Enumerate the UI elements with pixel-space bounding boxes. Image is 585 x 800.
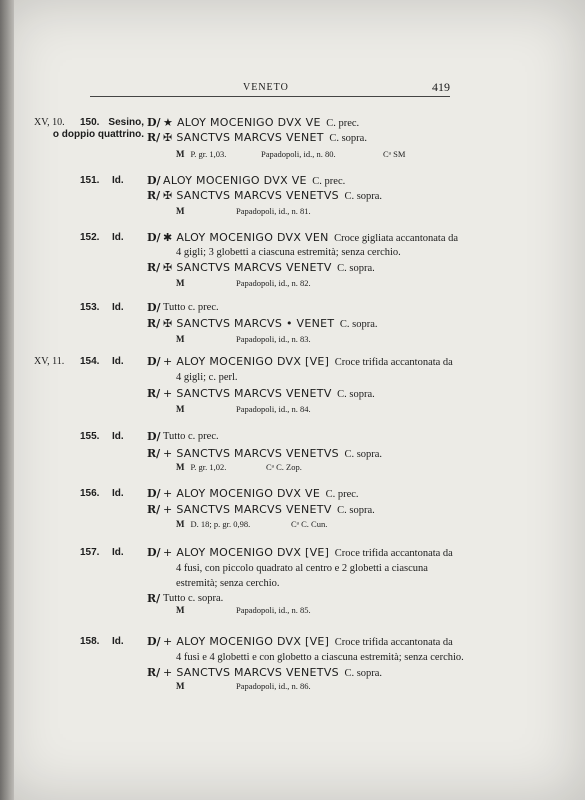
denomination: Sesino, o doppio quattrino. (52, 117, 144, 140)
obverse-legend: ★ ALOY MOCENIGO DVX VE C. prec. (163, 116, 360, 129)
catalogue-number: 153. (80, 302, 100, 313)
catalogue-number: 150. (80, 117, 100, 128)
denomination: Id. (112, 636, 124, 647)
obverse-legend: Tutto c. prec. (163, 431, 219, 442)
denomination: Id. (112, 547, 124, 558)
obverse-mark: D/ (147, 635, 161, 648)
reverse-legend: ✠ SANCTVS MARCVS VENETVS C. sopra. (163, 189, 383, 202)
reverse-legend: ✠ SANCTVS MARCVS • VENET C. sopra. (163, 317, 378, 330)
denomination: Id. (112, 431, 124, 442)
reverse-mark: R/ (147, 131, 161, 144)
specimen-line: M Papadopoli, id., n. 82. (176, 278, 311, 288)
catalogue-number: 158. (80, 636, 100, 647)
reverse-mark: R/ (147, 592, 161, 605)
specimen-line: M Papadopoli, id., n. 83. (176, 334, 311, 344)
page-number: 419 (432, 80, 450, 94)
reverse-mark: R/ (147, 666, 161, 679)
reverse-legend: + SANCTVS MARCVS VENETVS C. sopra. (163, 666, 383, 679)
reverse-mark: R/ (147, 317, 161, 330)
specimen-line: M Papadopoli, id., n. 85. (176, 605, 311, 615)
header-rule (90, 96, 450, 97)
denomination: Id. (112, 175, 124, 186)
reverse-mark: R/ (147, 261, 161, 274)
denomination: Id. (112, 302, 124, 313)
obverse-mark: D/ (147, 546, 161, 559)
obverse-legend: Tutto c. prec. (163, 302, 219, 313)
specimen-line: M P. gr. 1,03. Papadopoli, id., n. 80. Cᵃ SM (176, 149, 406, 159)
plate-reference: XV, 10. (34, 117, 65, 128)
obverse-description: estremità; senza cerchio. (176, 578, 280, 589)
obverse-mark: D/ (147, 231, 161, 244)
catalogue-number: 155. (80, 431, 100, 442)
obverse-legend: ALOY MOCENIGO DVX VE C. prec. (163, 174, 346, 187)
obverse-mark: D/ (147, 487, 161, 500)
reverse-legend: + SANCTVS MARCVS VENETVS C. sopra. (163, 447, 383, 460)
obverse-mark: D/ (147, 430, 161, 443)
catalogue-number: 152. (80, 232, 100, 243)
denomination: Id. (112, 356, 124, 367)
obverse-legend: + ALOY MOCENIGO DVX VE C. prec. (163, 487, 359, 500)
catalogue-number: 156. (80, 488, 100, 499)
specimen-line: M Papadopoli, id., n. 86. (176, 681, 311, 691)
obverse-legend: + ALOY MOCENIGO DVX [VE] Croce trifida accantonata da (163, 546, 453, 559)
denomination: Id. (112, 488, 124, 499)
specimen-line: M Papadopoli, id., n. 81. (176, 206, 311, 216)
plate-reference: XV, 11. (34, 356, 65, 367)
reverse-legend: ✠ SANCTVS MARCVS VENET C. sopra. (163, 131, 367, 144)
reverse-mark: R/ (147, 447, 161, 460)
obverse-description: 4 gigli; c. perl. (176, 372, 238, 383)
obverse-legend: ✱ ALOY MOCENIGO DVX VEN Croce gigliata accantonata da (163, 231, 459, 244)
reverse-mark: R/ (147, 189, 161, 202)
reverse-legend: + SANCTVS MARCVS VENETV C. sopra. (163, 387, 375, 400)
running-header-title: VENETO (243, 82, 289, 93)
page-edge-shadow (0, 0, 14, 800)
reverse-mark: R/ (147, 503, 161, 516)
specimen-line: M Papadopoli, id., n. 84. (176, 404, 311, 414)
reverse-legend: ✠ SANCTVS MARCVS VENETV C. sopra. (163, 261, 375, 274)
catalogue-number: 154. (80, 356, 100, 367)
obverse-description: 4 gigli; 3 globetti a ciascuna estremità; senza cerchio. (176, 247, 401, 258)
obverse-legend: + ALOY MOCENIGO DVX [VE] Croce trifida accantonata da (163, 635, 453, 648)
obverse-mark: D/ (147, 116, 161, 129)
reverse-legend: Tutto c. sopra. (163, 593, 224, 604)
specimen-line: M D. 18; p. gr. 0,98. Cᵃ C. Cun. (176, 519, 328, 529)
obverse-legend: + ALOY MOCENIGO DVX [VE] Croce trifida accantonata da (163, 355, 453, 368)
catalogue-number: 157. (80, 547, 100, 558)
obverse-mark: D/ (147, 174, 161, 187)
reverse-mark: R/ (147, 387, 161, 400)
obverse-mark: D/ (147, 355, 161, 368)
catalogue-number: 151. (80, 175, 100, 186)
obverse-mark: D/ (147, 301, 161, 314)
obverse-description: 4 fusi e 4 globetti e con globetto a ciascuna estremità; senza cerchio. (176, 652, 464, 663)
obverse-description: 4 fusi, con piccolo quadrato al centro e 2 globetti a ciascuna (176, 563, 428, 574)
denomination: Id. (112, 232, 124, 243)
reverse-legend: + SANCTVS MARCVS VENETV C. sopra. (163, 503, 375, 516)
specimen-line: M P. gr. 1,02. Cᵃ C. Zop. (176, 462, 302, 472)
